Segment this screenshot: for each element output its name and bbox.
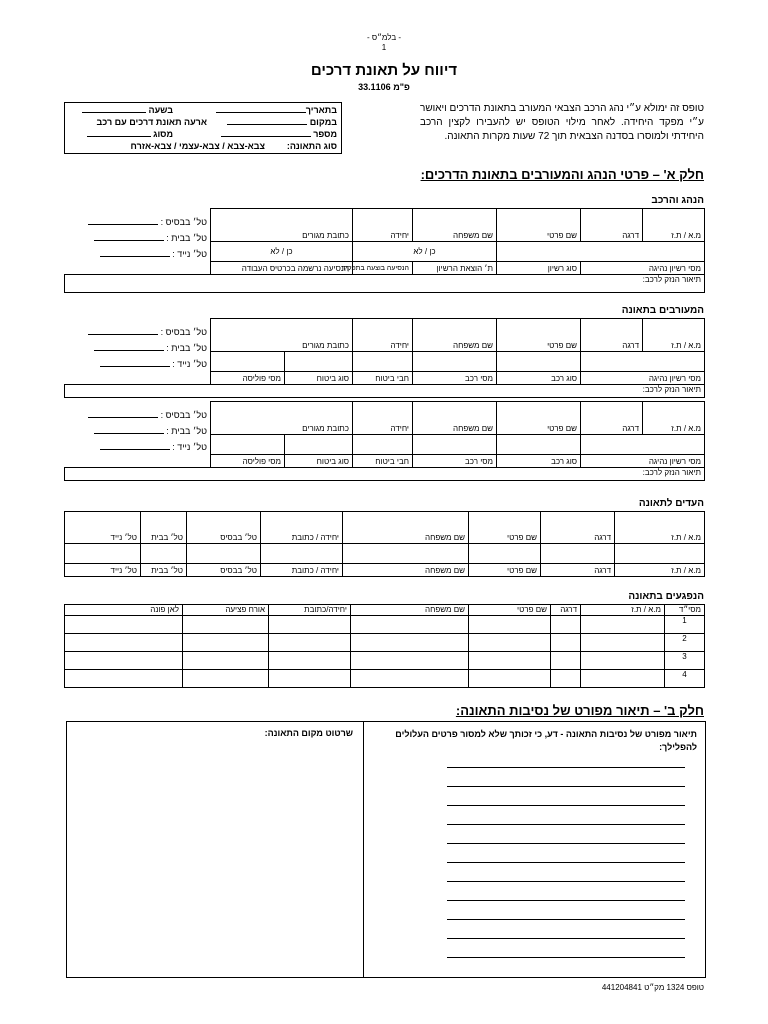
driver-unit-cell[interactable]: יחידה <box>353 209 413 242</box>
time-field[interactable] <box>82 112 146 113</box>
page-title: דיווח על תאונת דרכים <box>310 62 458 79</box>
form-ref: פ"מ 33.1106 <box>358 82 410 92</box>
number-label: מספר <box>313 129 337 139</box>
form-footer: טופס 1324 מק״ט 441204841 <box>601 983 704 992</box>
inv1-unit[interactable]: יחידה <box>353 319 413 352</box>
description-line[interactable] <box>447 786 685 787</box>
inv2-id[interactable]: מ.א / ת.ז <box>643 402 705 435</box>
driver-address-cell[interactable]: כתובת מגורים <box>211 209 353 242</box>
worksheet-cell: הנסיעה נרשמה בכרטיס העבודה <box>211 262 353 275</box>
classification: - בלמ״ס - <box>366 33 402 42</box>
part-b-heading: חלק ב' – תיאור מפורט של נסיבות התאונה: <box>455 703 704 718</box>
license-type-cell: סוג רשיון <box>497 262 581 275</box>
injured-table: מסי״ד מ.א / ת.ז דרגה שם פרטי שם משפחה יחידה/כתובת אורח פציעה לאן פונה 1 2 3 4 <box>64 604 705 688</box>
description-line[interactable] <box>447 767 685 768</box>
inv2-blank[interactable] <box>581 435 705 455</box>
description-instructions: תיאור מפורט של נסיבות התאונה - דע, כי זכותך שלא למסור פרטים העלולים להפלילך: <box>395 729 697 752</box>
date-field[interactable] <box>216 112 306 113</box>
description-line[interactable] <box>447 843 685 844</box>
description-line[interactable] <box>447 805 685 806</box>
license-date-cell: ת׳ הוצאת הרשיון <box>413 262 497 275</box>
number-field[interactable] <box>221 136 311 137</box>
inv2-phones: טל׳ בבסיס : טל׳ בבית : טל׳ נייד : <box>65 402 211 468</box>
driver-table <box>64 208 705 293</box>
inv2-unit[interactable]: יחידה <box>353 402 413 435</box>
type-field[interactable] <box>87 136 151 137</box>
inv2-address[interactable]: כתובת מגורים <box>211 402 353 435</box>
driver-id-cell[interactable]: מ.א / ת.ז <box>643 209 705 242</box>
driver-license-no-blank[interactable] <box>497 242 705 262</box>
injured-section-title: הנפגעים בתאונה <box>628 591 704 602</box>
inv2-lastname[interactable]: שם משפחה <box>413 402 497 435</box>
involved-section-title: המעורבים בתאונה <box>621 305 704 316</box>
time-label: בשעה <box>148 105 173 115</box>
duty-trip-cell: הנסיעה בוצעה בתפקיד <box>353 262 413 275</box>
sketch-label: שרטוט מקום התאונה: <box>264 728 353 738</box>
page-number: 1 <box>381 43 387 52</box>
license-number-cell: מסי רשיון נהיגה <box>581 262 705 275</box>
place-field[interactable] <box>227 124 307 125</box>
place-label: במקום <box>309 117 337 127</box>
inv1-phones: טל׳ בבסיס : טל׳ בבית : טל׳ נייד : <box>65 319 211 385</box>
description-line[interactable] <box>447 900 685 901</box>
description-line[interactable] <box>447 862 685 863</box>
involved-table-1: מ.א / ת.ז דרגה שם פרטי שם משפחה יחידה כתובת מגורים טל׳ בבסיס : טל׳ בבית : טל׳ נייד : מסי רשיון נהיגה סוג רכב מסי רכב חבי ביטוח סוג ביטוח מסי פוליסה תיאור הנזק לרכב: <box>64 318 705 398</box>
inv2-damage[interactable]: תיאור הנזק לרכב: <box>65 468 705 481</box>
accident-type-options[interactable]: צבא-צבא / צבא-עצמי / צבא-אזרח <box>130 141 265 151</box>
worksheet-yesno[interactable]: כן / לא <box>211 242 353 262</box>
sketch-area[interactable] <box>75 744 353 970</box>
witnesses-section-title: העדים לתאונה <box>638 498 704 509</box>
part-b-box <box>66 721 706 978</box>
driver-phones: טל׳ בבסיס : טל׳ בבית : טל׳ נייד : <box>65 209 211 275</box>
inv2-rank[interactable]: דרגה <box>581 402 643 435</box>
description-line[interactable] <box>447 938 685 939</box>
description-line[interactable] <box>447 824 685 825</box>
driver-section-title: הנהג והרכב <box>651 195 704 206</box>
accident-type-label: סוג התאונה: <box>286 141 337 151</box>
event-label: ארעה תאונת דרכים עם רכב <box>96 117 207 127</box>
involved-table-2: מ.א / ת.ז דרגה שם פרטי שם משפחה יחידה כתובת מגורים טל׳ בבסיס : טל׳ בבית : טל׳ נייד : מסי רשיון נהיגה סוג רכב מסי רכב חבי ביטוח סוג ביטוח מסי פוליסה תיאור הנזק לרכב: <box>64 401 705 481</box>
driver-rank-cell[interactable]: דרגה <box>581 209 643 242</box>
driver-lastname-cell[interactable]: שם משפחה <box>413 209 497 242</box>
accident-meta-box <box>64 102 342 154</box>
description-line[interactable] <box>447 881 685 882</box>
inv1-id[interactable]: מ.א / ת.ז <box>643 319 705 352</box>
driver-damage-row[interactable]: תיאור הנזק לרכב: <box>65 275 705 293</box>
duty-trip-yesno[interactable]: כן / לא <box>353 242 497 262</box>
inv1-firstname[interactable]: שם פרטי <box>497 319 581 352</box>
inv1-damage[interactable]: תיאור הנזק לרכב: <box>65 385 705 398</box>
inv1-rank[interactable]: דרגה <box>581 319 643 352</box>
intro-text: טופס זה ימולא ע״י נהג הרכב הצבאי המעורב בתאונת הדרכים ויאושר ע״י מפקד היחידה. לאחר מילוי הטופס יש להעבירו לקצין הרכב היחידתי ולמוסרו בסדנה הצבאית תוך 72 שעות מקרות התאונה. <box>420 103 704 142</box>
inv1-address[interactable]: כתובת מגורים <box>211 319 353 352</box>
part-a-heading: חלק א' – פרטי הנהג והמעורבים בתאונת הדרכים: <box>420 167 704 182</box>
driver-firstname-cell[interactable]: שם פרטי <box>497 209 581 242</box>
type-label: מסוג <box>153 129 173 139</box>
inv1-lastname[interactable]: שם משפחה <box>413 319 497 352</box>
date-label: בתאריך <box>305 105 337 115</box>
inv1-blank[interactable] <box>581 352 705 372</box>
inv2-firstname[interactable]: שם פרטי <box>497 402 581 435</box>
witnesses-table: מ.א / ת.ז דרגה שם פרטי שם משפחה יחידה / כתובת טל׳ בבסיס טל׳ בבית טל׳ נייד מ.א / ת.ז דרגה שם פרטי שם משפחה יחידה / כתובת טל׳ בבסיס טל׳ בבית טל׳ נייד <box>64 511 705 577</box>
description-line[interactable] <box>447 919 685 920</box>
description-line[interactable] <box>447 957 685 958</box>
